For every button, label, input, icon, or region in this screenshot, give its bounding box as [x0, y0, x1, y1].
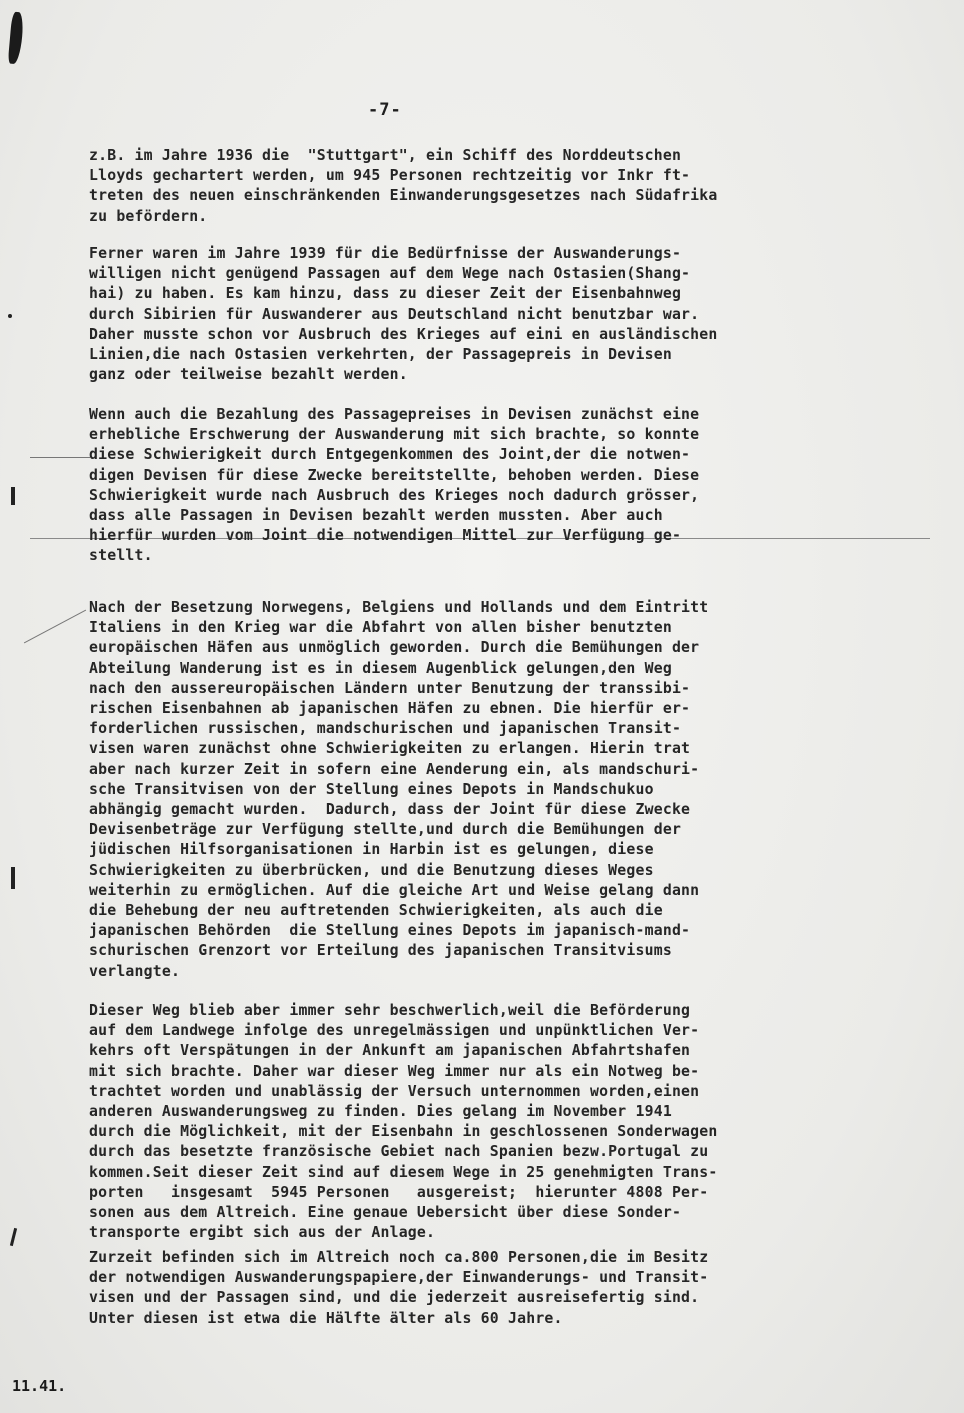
text-line: durch Sibirien für Auswanderer aus Deutschland nicht benutzbar war. [89, 305, 700, 323]
text-line: jüdischen Hilfsorganisationen in Harbin ist es gelungen, diese [89, 841, 654, 859]
text-line: Linien,die nach Ostasien verkehrten, der Passagepreis in Devisen [89, 346, 672, 364]
text-line: transporte ergibt sich aus der Anlage. [89, 1224, 436, 1242]
text-line: visen und der Passagen sind, und die jederzeit ausreisefertig sind. [89, 1289, 700, 1307]
text-line: der notwendigen Auswanderungspapiere,der Einwanderungs- und Transit- [89, 1269, 709, 1287]
paragraph-devisen [89, 405, 699, 567]
text-line: mit sich brachte. Daher war dieser Weg immer nur als ein Notweg be- [89, 1062, 700, 1080]
text-line: nach den aussereuropäischen Ländern unter Benutzung der transsibi- [89, 679, 691, 697]
text-line: auf dem Landwege infolge des unregelmässigen und unpünktlichen Ver- [89, 1022, 700, 1040]
margin-tick-mark [11, 867, 15, 889]
text-line: sonen aus dem Altreich. Eine genaue Uebersicht über diese Sonder- [89, 1204, 682, 1222]
text-line: Schwierigkeit wurde nach Ausbruch des Krieges noch dadurch grösser, [89, 486, 700, 504]
text-line: hai) zu haben. Es kam hinzu, dass zu dieser Zeit der Eisenbahnweg [89, 285, 682, 303]
text-line: Daher musste schon vor Ausbruch des Krieges auf eini en ausländischen [89, 325, 718, 343]
text-line: abhängig gemacht wurden. Dadurch, dass der Joint für diese Zwecke [89, 801, 691, 819]
text-line: treten des neuen einschränkenden Einwanderungsgesetzes nach Südafrika [89, 187, 718, 205]
text-line: durch das besetzte französische Gebiet nach Spanien bezw.Portugal zu [89, 1143, 709, 1161]
text-line: hierfür wurden vom Joint die notwendigen Mittel zur Verfügung ge- [89, 527, 682, 545]
text-line: anderen Auswanderungsweg zu finden. Dies gelang im November 1941 [89, 1103, 672, 1121]
text-line: weiterhin zu ermöglichen. Auf die gleiche Art und Weise gelang dann [89, 881, 700, 899]
text-line: Abteilung Wanderung ist es in diesem Augenblick gelungen,den Weg [89, 659, 672, 677]
text-line: sche Transitvisen von der Stellung eines Depots in Mandschukuo [89, 780, 654, 798]
text-line: porten insgesamt 5945 Personen ausgereist; hierunter 4808 Per- [89, 1183, 709, 1201]
text-line: Ferner waren im Jahre 1939 für die Bedürfnisse der Auswanderungs- [89, 245, 682, 262]
paragraph-stuttgart [89, 146, 718, 227]
paragraph-ostasien [89, 244, 718, 385]
text-line: erhebliche Erschwerung der Auswanderung mit sich brachte, so konnte [89, 426, 700, 444]
text-line: stellt. [89, 547, 153, 565]
margin-dot-mark [8, 314, 12, 318]
scan-artifact-line [24, 610, 86, 644]
footer-date: 11.41. [12, 1377, 67, 1395]
text-line: europäischen Häfen aus unmöglich geworden. Durch die Bemühungen der [89, 639, 700, 657]
text-line: die Behebung der neu auftretenden Schwierigkeiten, als auch die [89, 902, 663, 920]
ink-blot-mark [8, 12, 24, 65]
text-line: Zurzeit befinden sich im Altreich noch ca.800 Personen,die im Besitz [89, 1249, 709, 1266]
text-line: kommen.Seit dieser Zeit sind auf diesem Wege in 25 genehmigten Trans- [89, 1163, 718, 1181]
text-line: japanischen Behörden die Stellung eines Depots im japanisch-mand- [89, 922, 691, 940]
text-line: kehrs oft Verspätungen in der Ankunft am japanischen Abfahrtshafen [89, 1042, 691, 1060]
margin-tick-mark [11, 487, 15, 505]
text-line: zu befördern. [89, 207, 208, 225]
text-line: schurischen Grenzort vor Erteilung des japanischen Transitvisums [89, 942, 672, 960]
text-line: aber nach kurzer Zeit in sofern eine Aenderung ein, als mandschuri- [89, 760, 700, 778]
margin-tick-mark [10, 1228, 17, 1246]
text-line: digen Devisen für diese Zwecke bereitstellte, behoben werden. Diese [89, 466, 700, 484]
text-line: willigen nicht genügend Passagen auf dem Wege nach Ostasien(Shang- [89, 265, 691, 283]
scan-artifact-line [30, 457, 90, 458]
text-line: durch die Möglichkeit, mit der Eisenbahn in geschlossenen Sonderwagen [89, 1123, 718, 1141]
page-number: -7- [368, 100, 402, 120]
text-line: Lloyds gechartert werden, um 945 Personen rechtzeitig vor Inkr ft- [89, 167, 691, 185]
text-line: Italiens in den Krieg war die Abfahrt von allen bisher benutzten [89, 619, 672, 637]
text-line: Nach der Besetzung Norwegens, Belgiens und Hollands und dem Eintritt [89, 599, 709, 616]
text-line: forderlichen russischen, mandschurischen und japanischen Transit- [89, 720, 682, 738]
paragraph-zurzeit [89, 1248, 708, 1329]
text-line: Devisenbeträge zur Verfügung stellte,und durch die Bemühungen der [89, 821, 682, 839]
text-line: dass alle Passagen in Devisen bezahlt werden mussten. Aber auch [89, 507, 663, 525]
text-line: trachtet worden und unablässig der Versuch unternommen worden,einen [89, 1082, 700, 1100]
text-line: Unter diesen ist etwa die Hälfte älter als 60 Jahre. [89, 1309, 563, 1327]
text-line: ganz oder teilweise bezahlt werden. [89, 366, 408, 384]
text-line: z.B. im Jahre 1936 die "Stuttgart", ein Schiff des Norddeutschen [89, 147, 682, 164]
text-line: rischen Eisenbahnen ab japanischen Häfen zu ebnen. Die hierfür er- [89, 700, 691, 718]
text-line: Schwierigkeiten zu überbrücken, und die Benutzung dieses Weges [89, 861, 654, 879]
text-line: visen waren zunächst ohne Schwierigkeiten zu erlangen. Hierin trat [89, 740, 691, 758]
paragraph-sonderwagen [89, 1001, 718, 1243]
text-line: verlangte. [89, 962, 181, 980]
text-line: diese Schwierigkeit durch Entgegenkommen des Joint,der die notwen- [89, 446, 691, 464]
paragraph-transsibirien [89, 598, 708, 982]
text-line: Wenn auch die Bezahlung des Passagepreises in Devisen zunächst eine [89, 406, 700, 423]
text-line: Dieser Weg blieb aber immer sehr beschwerlich,weil die Beförderung [89, 1002, 691, 1019]
